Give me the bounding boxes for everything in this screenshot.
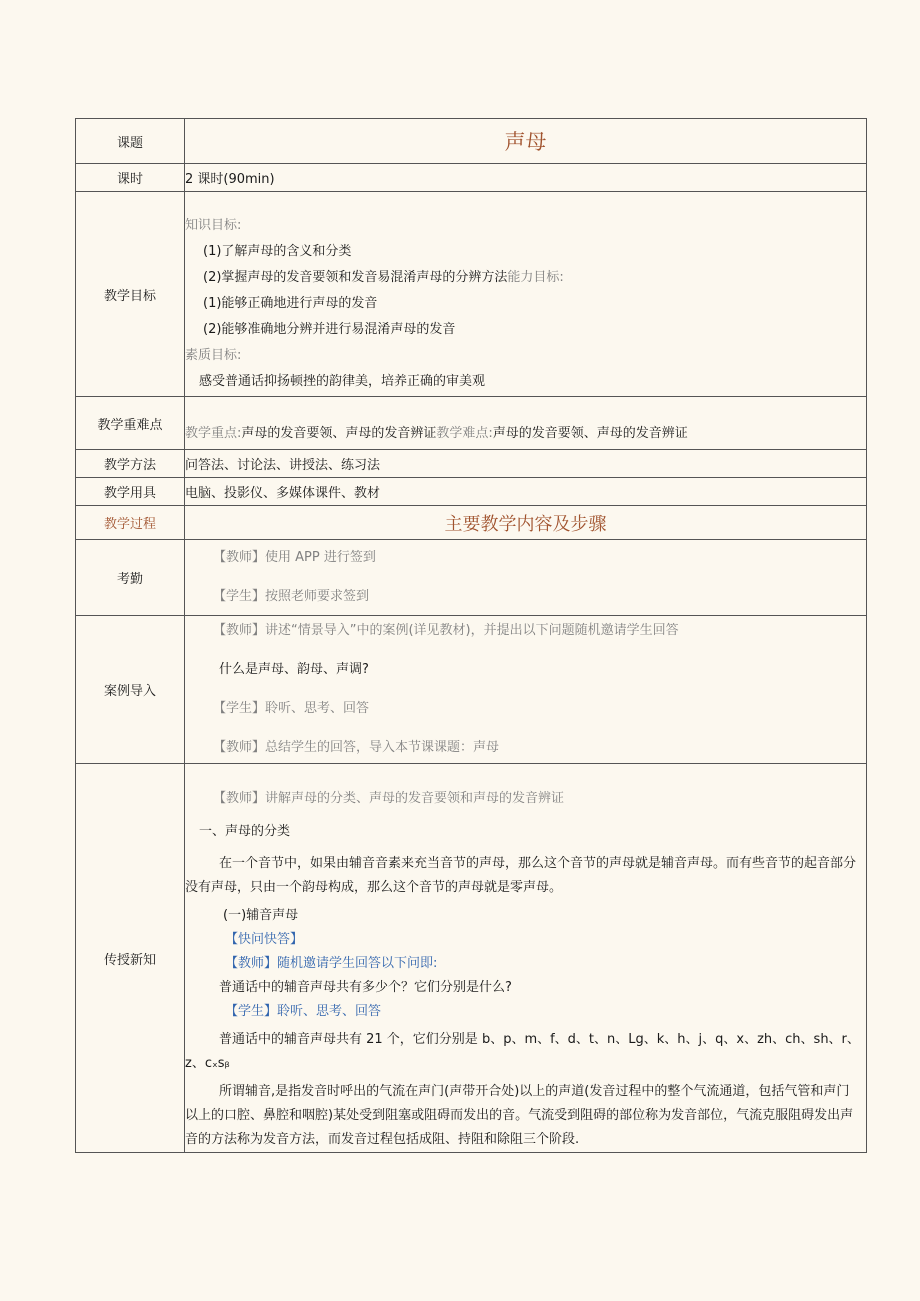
lesson-plan-table bbox=[75, 118, 867, 1153]
case-intro-row bbox=[76, 616, 867, 764]
knowledge-heading: 知识目标: bbox=[185, 218, 242, 233]
nk-subheading-consonant: (一)辅音声母 bbox=[223, 908, 299, 923]
ability-heading: 能力目标: bbox=[507, 270, 564, 285]
case-intro-content bbox=[185, 616, 867, 764]
attendance-student: 【学生】按照老师要求签到 bbox=[213, 589, 370, 604]
key-points-line bbox=[185, 421, 866, 447]
goals-label: 教学目标 bbox=[76, 192, 185, 397]
goals-row bbox=[76, 192, 867, 397]
new-knowledge-row bbox=[76, 764, 867, 1153]
tools-label: 教学用具 bbox=[76, 478, 185, 506]
knowledge-item-2-text: (2)掌握声母的发音要领和发音易混淆声母的分辨方法 bbox=[203, 270, 508, 285]
topic-label: 课题 bbox=[76, 119, 185, 164]
hours-row bbox=[76, 164, 867, 192]
nk-quick-qa: 【快问快答】 bbox=[225, 932, 304, 947]
new-knowledge-label: 传授新知 bbox=[76, 764, 185, 1153]
knowledge-item-2 bbox=[185, 265, 866, 291]
hard-text: 声母的发音要领、声母的发音辨证 bbox=[492, 426, 688, 441]
methods-row bbox=[76, 450, 867, 478]
attendance-row bbox=[76, 540, 867, 616]
quality-heading: 素质目标: bbox=[185, 348, 242, 363]
hours-value: 2 课时(90min) bbox=[185, 164, 867, 192]
attendance-teacher: 【教师】使用 APP 进行签到 bbox=[213, 550, 376, 565]
nk-student-answer: 【学生】聆听、思考、回答 bbox=[225, 1004, 382, 1019]
goals-content bbox=[185, 192, 867, 397]
topic-title: 声母 bbox=[185, 119, 867, 164]
key-points-content bbox=[185, 397, 867, 450]
knowledge-item-1: (1)了解声母的含义和分类 bbox=[203, 244, 352, 259]
key-text: 声母的发音要领、声母的发音辨证 bbox=[241, 426, 437, 441]
case-teacher-1: 【教师】讲述“情景导入”中的案例(详见教材)，并提出以下问题随机邀请学生回答 bbox=[213, 623, 679, 638]
tools-value: 电脑、投影仪、多媒体课件、教材 bbox=[185, 478, 867, 506]
case-question: 什么是声母、韵母、声调? bbox=[219, 662, 369, 677]
nk-question: 普通话中的辅音声母共有多少个？它们分别是什么? bbox=[219, 980, 512, 995]
key-points-row bbox=[76, 397, 867, 450]
attendance-label: 考勤 bbox=[76, 540, 185, 616]
nk-paragraph-2: 普通话中的辅音声母共有 21 个，它们分别是 b、p、m、f、d、t、n、Lg、k、h、j、q、x、zh、ch、sh、r、z、cₓsᵦ bbox=[185, 1032, 860, 1071]
process-header-left: 教学过程 bbox=[76, 506, 185, 540]
attendance-content bbox=[185, 540, 867, 616]
tools-row bbox=[76, 478, 867, 506]
quality-item-1: 感受普通话抑扬顿挫的韵律美，培养正确的审美观 bbox=[199, 374, 486, 389]
ability-item-2: (2)能够准确地分辨并进行易混淆声母的发音 bbox=[203, 322, 456, 337]
key-heading: 教学重点: bbox=[185, 426, 242, 441]
hours-label: 课时 bbox=[76, 164, 185, 192]
case-student: 【学生】聆听、思考、回答 bbox=[213, 701, 370, 716]
methods-label: 教学方法 bbox=[76, 450, 185, 478]
case-intro-label: 案例导入 bbox=[76, 616, 185, 764]
topic-row bbox=[76, 119, 867, 164]
ability-item-1: (1)能够正确地进行声母的发音 bbox=[203, 296, 378, 311]
case-teacher-2: 【教师】总结学生的回答，导入本节课课题：声母 bbox=[213, 740, 500, 755]
new-knowledge-content bbox=[185, 764, 867, 1153]
process-header-right: 主要教学内容及步骤 bbox=[185, 506, 867, 540]
hard-heading: 教学难点: bbox=[436, 426, 493, 441]
nk-teacher-intro: 【教师】讲解声母的分类、声母的发音要领和声母的发音辨证 bbox=[213, 791, 565, 806]
nk-section-heading: 一、声母的分类 bbox=[199, 824, 291, 839]
methods-value: 问答法、讨论法、讲授法、练习法 bbox=[185, 450, 867, 478]
nk-paragraph-1: 在一个音节中，如果由辅音音素来充当音节的声母，那么这个音节的声母就是辅音声母。而有些音节的起音部分没有声母，只由一个韵母构成，那么这个音节的声母就是零声母。 bbox=[185, 856, 857, 895]
process-header-row bbox=[76, 506, 867, 540]
key-points-label: 教学重难点 bbox=[76, 397, 185, 450]
nk-teacher-question: 【教师】随机邀请学生回答以下问即: bbox=[225, 956, 438, 971]
nk-paragraph-3: 所谓辅音,是指发音时呼出的气流在声门(声带开合处)以上的声道(发音过程中的整个气流通道，包括气管和声门以上的口腔、鼻腔和咽腔)某处受到阻塞或阻碍而发出的音。气流受到阻碍的部位称为发音部位，气流克服阻碍发出声音的方法称为发音方法，而发音过程包括成阻、持阻和除阻三个阶段. bbox=[185, 1084, 854, 1147]
